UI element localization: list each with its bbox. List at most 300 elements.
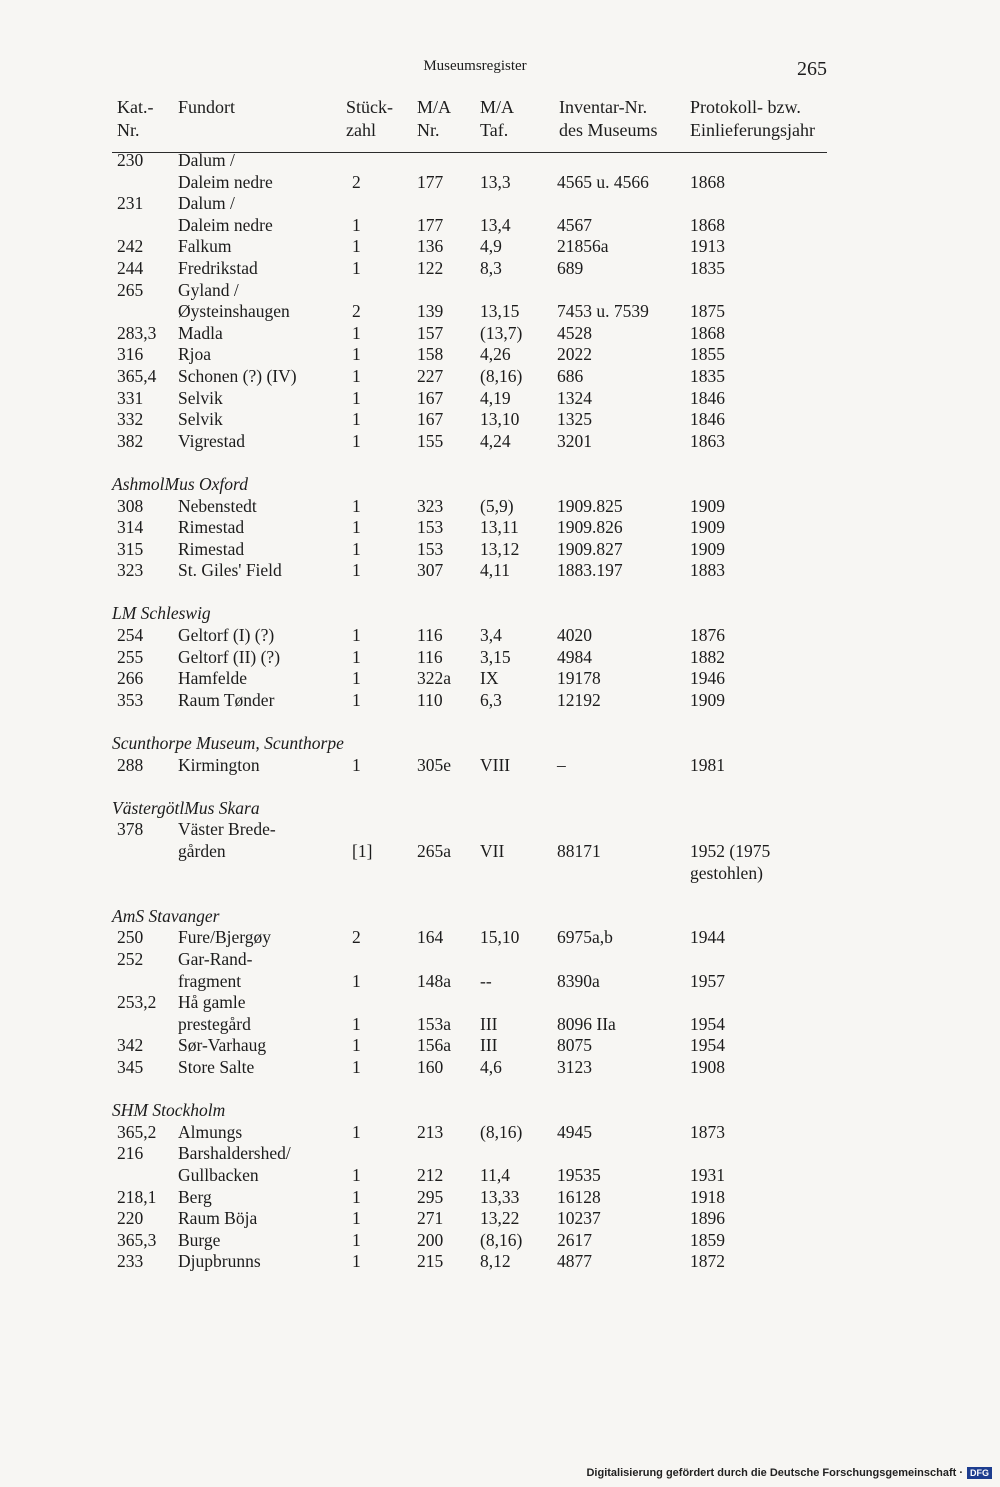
cell-protokoll-jahr: 1868 xyxy=(690,214,725,235)
cell-ma-taf: 13,4 xyxy=(480,214,511,235)
cell-fundort: Väster Brede- xyxy=(178,819,276,840)
cell-fundort: Raum Tønder xyxy=(178,689,275,710)
table-row xyxy=(0,1230,1000,1252)
cell-kat-nr: 216 xyxy=(117,1143,144,1164)
column-header-protokoll xyxy=(690,96,815,142)
cell-fundort: Rimestad xyxy=(178,538,245,559)
cell-inventar-nr: 21856a xyxy=(557,236,609,257)
cell-inventar-nr: 4020 xyxy=(557,625,592,646)
cell-fundort: Fredrikstad xyxy=(178,257,258,278)
cell-inventar-nr: 8075 xyxy=(557,1035,592,1056)
cell-protokoll-jahr: 1954 xyxy=(690,1013,725,1034)
cell-ma-taf: (8,16) xyxy=(480,1229,523,1250)
table-row xyxy=(0,1057,1000,1079)
cell-protokoll-jahr: 1875 xyxy=(690,301,725,322)
cell-stueckzahl: 1 xyxy=(352,214,361,235)
cell-kat-nr: 345 xyxy=(117,1056,144,1077)
cell-fundort: Daleim nedre xyxy=(178,171,273,192)
cell-inventar-nr: 4945 xyxy=(557,1121,592,1142)
cell-stueckzahl: 1 xyxy=(352,365,361,386)
cell-stueckzahl: 1 xyxy=(352,430,361,451)
cell-kat-nr: 254 xyxy=(117,625,144,646)
cell-fundort: Store Salte xyxy=(178,1056,255,1077)
cell-kat-nr: 365,2 xyxy=(117,1121,157,1142)
cell-fundort: Dalum / xyxy=(178,193,235,214)
cell-protokoll-jahr: 1896 xyxy=(690,1208,725,1229)
cell-stueckzahl: 1 xyxy=(352,1208,361,1229)
cell-ma-nr: 323 xyxy=(417,495,444,516)
cell-ma-taf: -- xyxy=(480,970,492,991)
column-header-kat xyxy=(117,96,153,142)
cell-kat-nr: 220 xyxy=(117,1208,144,1229)
table-row xyxy=(0,409,1000,431)
cell-kat-nr: 218,1 xyxy=(117,1186,157,1207)
section-spacer xyxy=(0,776,1000,798)
cell-protokoll-jahr: 1846 xyxy=(690,409,725,430)
cell-fundort: Daleim nedre xyxy=(178,214,273,235)
table-row xyxy=(0,560,1000,582)
cell-protokoll-jahr: 1931 xyxy=(690,1164,725,1185)
cell-inventar-nr: 689 xyxy=(557,257,584,278)
cell-fundort: Vigrestad xyxy=(178,430,245,451)
cell-fundort: Rjoa xyxy=(178,344,212,365)
cell-stueckzahl: 1 xyxy=(352,625,361,646)
cell-fundort: Berg xyxy=(178,1186,212,1207)
cell-kat-nr: 365,3 xyxy=(117,1229,157,1250)
cell-fundort: Selvik xyxy=(178,409,223,430)
cell-ma-taf: VIII xyxy=(480,754,511,775)
cell-inventar-nr: 12192 xyxy=(557,689,601,710)
table-row xyxy=(0,863,1000,885)
cell-fundort: Barshaldershed/ xyxy=(178,1143,291,1164)
cell-ma-nr: 167 xyxy=(417,387,444,408)
cell-protokoll-jahr: 1835 xyxy=(690,257,725,278)
cell-inventar-nr: 1325 xyxy=(557,409,592,430)
table-row xyxy=(0,1143,1000,1165)
cell-inventar-nr: 2022 xyxy=(557,344,592,365)
cell-kat-nr: 315 xyxy=(117,538,144,559)
cell-ma-nr: 158 xyxy=(417,344,444,365)
museum-section-heading xyxy=(0,1100,1000,1122)
cell-kat-nr: 242 xyxy=(117,236,144,257)
cell-kat-nr: 365,4 xyxy=(117,365,157,386)
cell-ma-nr: 157 xyxy=(417,322,444,343)
section-spacer xyxy=(0,1079,1000,1101)
cell-kat-nr: 255 xyxy=(117,646,144,667)
column-header-fundort xyxy=(178,96,235,119)
cell-fundort: Fure/Bjergøy xyxy=(178,927,272,948)
cell-fundort: Rimestad xyxy=(178,517,245,538)
column-header-ma-taf-line2: Taf. xyxy=(480,120,509,140)
cell-protokoll-jahr: 1909 xyxy=(690,517,725,538)
cell-stueckzahl: 2 xyxy=(352,301,361,322)
cell-ma-nr: 160 xyxy=(417,1056,444,1077)
cell-ma-taf: 3,4 xyxy=(480,625,502,646)
cell-kat-nr: 266 xyxy=(117,668,144,689)
cell-stueckzahl: 1 xyxy=(352,409,361,430)
cell-stueckzahl: 1 xyxy=(352,754,361,775)
cell-protokoll-jahr: 1909 xyxy=(690,538,725,559)
museum-section-heading xyxy=(0,733,1000,755)
cell-fundort: Gullbacken xyxy=(178,1164,259,1185)
cell-protokoll-jahr: gestohlen) xyxy=(690,862,763,883)
cell-ma-taf: (13,7) xyxy=(480,322,523,343)
column-header-ma-nr-line1: M/A xyxy=(417,97,452,117)
cell-stueckzahl: 1 xyxy=(352,517,361,538)
cell-fundort: Almungs xyxy=(178,1121,243,1142)
column-header-inventar-line1: Inventar-Nr. xyxy=(559,97,648,117)
cell-ma-taf: (5,9) xyxy=(480,495,514,516)
museum-name: LM Schleswig xyxy=(112,603,211,624)
cell-ma-nr: 177 xyxy=(417,171,444,192)
cell-ma-nr: 265a xyxy=(417,841,452,861)
section-spacer xyxy=(0,884,1000,906)
cell-protokoll-jahr: 1946 xyxy=(690,668,725,689)
column-header-inventar-line2: des Museums xyxy=(559,120,658,140)
cell-inventar-nr: 6975a,b xyxy=(557,927,613,948)
cell-stueckzahl: 1 xyxy=(352,668,361,689)
cell-ma-taf: III xyxy=(480,1013,498,1034)
cell-ma-nr: 153 xyxy=(417,517,444,538)
cell-protokoll-jahr: 1957 xyxy=(690,970,725,991)
cell-inventar-nr: 1883.197 xyxy=(557,560,623,581)
cell-stueckzahl: 1 xyxy=(352,538,361,559)
cell-ma-nr: 177 xyxy=(417,214,444,235)
cell-kat-nr: 342 xyxy=(117,1035,144,1056)
cell-ma-nr: 322a xyxy=(417,668,452,689)
cell-inventar-nr: 4528 xyxy=(557,322,592,343)
cell-fundort: St. Giles' Field xyxy=(178,560,282,581)
table-row xyxy=(0,496,1000,518)
table-row xyxy=(0,150,1000,172)
table-row xyxy=(0,668,1000,690)
museum-register-table xyxy=(0,150,1000,1273)
table-row xyxy=(0,992,1000,1014)
cell-stueckzahl: 1 xyxy=(352,560,361,581)
cell-fundort: Gar-Rand- xyxy=(178,948,253,969)
cell-fundort: Dalum / xyxy=(178,150,235,170)
running-header: Museumsregister xyxy=(423,58,527,74)
cell-inventar-nr: 4567 xyxy=(557,214,592,235)
cell-stueckzahl: 1 xyxy=(352,1013,361,1034)
cell-kat-nr: 265 xyxy=(117,279,144,300)
table-row xyxy=(0,172,1000,194)
cell-ma-taf: 4,9 xyxy=(480,236,502,257)
table-row xyxy=(0,1187,1000,1209)
cell-fundort: Selvik xyxy=(178,387,223,408)
cell-ma-nr: 153 xyxy=(417,538,444,559)
column-header-kat-line2: Nr. xyxy=(117,120,140,140)
cell-ma-nr: 164 xyxy=(417,927,444,948)
cell-inventar-nr: 19178 xyxy=(557,668,601,689)
column-header-stueckzahl-line1: Stück- xyxy=(346,97,393,117)
cell-inventar-nr: 4877 xyxy=(557,1251,592,1272)
table-row xyxy=(0,301,1000,323)
table-row xyxy=(0,431,1000,453)
cell-inventar-nr: 1909.827 xyxy=(557,538,623,559)
cell-kat-nr: 231 xyxy=(117,193,144,214)
table-row xyxy=(0,236,1000,258)
cell-ma-taf: 11,4 xyxy=(480,1164,510,1185)
table-row xyxy=(0,971,1000,993)
section-spacer xyxy=(0,711,1000,733)
cell-stueckzahl: 1 xyxy=(352,236,361,257)
cell-inventar-nr: 88171 xyxy=(557,841,601,861)
table-row xyxy=(0,258,1000,280)
column-header-ma-taf xyxy=(480,96,514,142)
cell-kat-nr: 331 xyxy=(117,387,144,408)
column-header-ma-taf-line1: M/A xyxy=(480,97,515,117)
cell-ma-nr: 136 xyxy=(417,236,444,257)
cell-inventar-nr: – xyxy=(557,754,566,775)
cell-ma-taf: 13,15 xyxy=(480,301,520,322)
column-header-inventar xyxy=(559,96,658,142)
table-row xyxy=(0,517,1000,539)
cell-protokoll-jahr: 1835 xyxy=(690,365,725,386)
cell-kat-nr: 308 xyxy=(117,495,144,516)
cell-ma-taf: (8,16) xyxy=(480,365,523,386)
table-row xyxy=(0,841,1000,863)
cell-ma-taf: 4,11 xyxy=(480,560,510,581)
cell-stueckzahl: 1 xyxy=(352,1056,361,1077)
cell-kat-nr: 250 xyxy=(117,927,144,948)
cell-protokoll-jahr: 1908 xyxy=(690,1056,725,1077)
table-row xyxy=(0,690,1000,712)
cell-ma-taf: 6,3 xyxy=(480,689,502,710)
cell-stueckzahl: [1] xyxy=(352,841,373,861)
table-row xyxy=(0,215,1000,237)
column-header-stueckzahl-line2: zahl xyxy=(346,120,376,140)
cell-ma-taf: 8,12 xyxy=(480,1251,511,1272)
cell-kat-nr: 332 xyxy=(117,409,144,430)
cell-stueckzahl: 2 xyxy=(352,171,361,192)
table-row xyxy=(0,539,1000,561)
cell-stueckzahl: 1 xyxy=(352,970,361,991)
cell-fundort: Madla xyxy=(178,322,223,343)
cell-inventar-nr: 8096 IIa xyxy=(557,1013,616,1034)
cell-kat-nr: 283,3 xyxy=(117,322,157,343)
table-row xyxy=(0,366,1000,388)
cell-fundort: Hå gamle xyxy=(178,992,246,1013)
cell-ma-taf: 8,3 xyxy=(480,257,502,278)
column-header-kat-line1: Kat.- xyxy=(117,97,154,117)
footer-text: Digitalisierung gefördert durch die Deutsche Forschungsgemeinschaft · xyxy=(586,1467,963,1479)
cell-ma-taf: 13,22 xyxy=(480,1208,520,1229)
cell-kat-nr: 353 xyxy=(117,689,144,710)
cell-ma-taf: 3,15 xyxy=(480,646,511,667)
cell-stueckzahl: 1 xyxy=(352,344,361,365)
cell-protokoll-jahr: 1944 xyxy=(690,927,725,948)
cell-stueckzahl: 1 xyxy=(352,646,361,667)
cell-protokoll-jahr: 1909 xyxy=(690,689,725,710)
cell-ma-nr: 155 xyxy=(417,430,444,451)
cell-ma-nr: 227 xyxy=(417,365,444,386)
table-row xyxy=(0,1251,1000,1273)
cell-protokoll-jahr: 1859 xyxy=(690,1229,725,1250)
cell-ma-taf: 4,24 xyxy=(480,430,511,451)
table-row xyxy=(0,193,1000,215)
cell-ma-taf: 13,11 xyxy=(480,517,519,538)
cell-protokoll-jahr: 1918 xyxy=(690,1186,725,1207)
cell-kat-nr: 252 xyxy=(117,948,144,969)
cell-ma-nr: 110 xyxy=(417,689,443,710)
table-row xyxy=(0,819,1000,841)
table-row xyxy=(0,1165,1000,1187)
cell-stueckzahl: 1 xyxy=(352,689,361,710)
cell-kat-nr: 382 xyxy=(117,430,144,451)
museum-section-heading xyxy=(0,906,1000,928)
cell-fundort: Gyland / xyxy=(178,279,239,300)
cell-ma-nr: 167 xyxy=(417,409,444,430)
museum-section-heading xyxy=(0,474,1000,496)
cell-protokoll-jahr: 1868 xyxy=(690,171,725,192)
table-row xyxy=(0,280,1000,302)
museum-section-heading xyxy=(0,603,1000,625)
column-header-ma-nr-line2: Nr. xyxy=(417,120,440,140)
cell-inventar-nr: 686 xyxy=(557,365,584,386)
cell-inventar-nr: 16128 xyxy=(557,1186,601,1207)
museum-name: AshmolMus Oxford xyxy=(112,473,248,494)
cell-fundort: Hamfelde xyxy=(178,668,247,689)
table-row xyxy=(0,625,1000,647)
cell-ma-nr: 305e xyxy=(417,754,452,775)
cell-kat-nr: 253,2 xyxy=(117,992,157,1013)
cell-inventar-nr: 19535 xyxy=(557,1164,601,1185)
cell-kat-nr: 323 xyxy=(117,560,144,581)
cell-fundort: Falkum xyxy=(178,236,232,257)
cell-ma-nr: 307 xyxy=(417,560,444,581)
cell-protokoll-jahr: 1876 xyxy=(690,625,725,646)
cell-ma-nr: 200 xyxy=(417,1229,444,1250)
cell-inventar-nr: 10237 xyxy=(557,1208,601,1229)
table-row xyxy=(0,344,1000,366)
cell-protokoll-jahr: 1863 xyxy=(690,430,725,451)
cell-stueckzahl: 1 xyxy=(352,322,361,343)
column-header-protokoll-line2: Einlieferungsjahr xyxy=(690,120,815,140)
cell-kat-nr: 316 xyxy=(117,344,144,365)
cell-ma-nr: 213 xyxy=(417,1121,444,1142)
cell-fundort: Burge xyxy=(178,1229,221,1250)
museum-name: VästergötlMus Skara xyxy=(112,797,260,818)
cell-inventar-nr: 3201 xyxy=(557,430,592,451)
cell-ma-taf: 4,6 xyxy=(480,1056,502,1077)
page-number: 265 xyxy=(797,58,827,80)
cell-stueckzahl: 1 xyxy=(352,1164,361,1185)
cell-fundort: Raum Böja xyxy=(178,1208,258,1229)
museum-section-heading xyxy=(0,798,1000,820)
table-row xyxy=(0,755,1000,777)
cell-protokoll-jahr: 1909 xyxy=(690,495,725,516)
cell-fundort: Øysteinshaugen xyxy=(178,301,290,322)
cell-ma-nr: 156a xyxy=(417,1035,452,1056)
table-row xyxy=(0,1122,1000,1144)
cell-ma-nr: 295 xyxy=(417,1186,444,1207)
cell-fundort: Schonen (?) (IV) xyxy=(178,365,297,386)
cell-ma-taf: 4,19 xyxy=(480,387,511,408)
cell-kat-nr: 288 xyxy=(117,754,144,775)
cell-ma-nr: 148a xyxy=(417,970,452,991)
cell-fundort: fragment xyxy=(178,970,242,991)
museum-name: SHM Stockholm xyxy=(112,1100,226,1121)
cell-protokoll-jahr: 1882 xyxy=(690,646,725,667)
cell-protokoll-jahr: 1873 xyxy=(690,1121,725,1142)
table-row xyxy=(0,647,1000,669)
cell-ma-taf: 15,10 xyxy=(480,927,520,948)
cell-ma-taf: III xyxy=(480,1035,498,1056)
column-header-stueckzahl xyxy=(346,96,393,142)
cell-kat-nr: 314 xyxy=(117,517,144,538)
column-header-fundort-line1: Fundort xyxy=(178,97,236,117)
cell-inventar-nr: 8390a xyxy=(557,970,600,991)
cell-ma-taf: 4,26 xyxy=(480,344,511,365)
cell-protokoll-jahr: 1913 xyxy=(690,236,725,257)
cell-stueckzahl: 1 xyxy=(352,1121,361,1142)
cell-stueckzahl: 1 xyxy=(352,1035,361,1056)
cell-ma-nr: 116 xyxy=(417,625,443,646)
cell-ma-nr: 271 xyxy=(417,1208,444,1229)
table-row xyxy=(0,1014,1000,1036)
cell-protokoll-jahr: 1868 xyxy=(690,322,725,343)
funding-footer xyxy=(586,1467,992,1479)
cell-protokoll-jahr: 1846 xyxy=(690,387,725,408)
cell-inventar-nr: 1324 xyxy=(557,387,592,408)
cell-kat-nr: 378 xyxy=(117,819,144,840)
cell-fundort: Nebenstedt xyxy=(178,495,257,516)
cell-stueckzahl: 1 xyxy=(352,1186,361,1207)
cell-stueckzahl: 1 xyxy=(352,1251,361,1272)
cell-ma-nr: 215 xyxy=(417,1251,444,1272)
cell-protokoll-jahr: 1872 xyxy=(690,1251,725,1272)
column-header-ma-nr xyxy=(417,96,451,142)
cell-fundort: gården xyxy=(178,841,226,861)
cell-ma-taf: 13,12 xyxy=(480,538,520,559)
table-row xyxy=(0,388,1000,410)
cell-inventar-nr: 3123 xyxy=(557,1056,592,1077)
cell-fundort: prestegård xyxy=(178,1013,251,1034)
cell-ma-taf: 13,10 xyxy=(480,409,520,430)
cell-inventar-nr: 1909.825 xyxy=(557,495,623,516)
section-spacer xyxy=(0,452,1000,474)
table-row xyxy=(0,1208,1000,1230)
cell-ma-nr: 139 xyxy=(417,301,444,322)
cell-inventar-nr: 1909.826 xyxy=(557,517,623,538)
cell-fundort: Geltorf (II) (?) xyxy=(178,646,281,667)
cell-ma-nr: 212 xyxy=(417,1164,444,1185)
table-row xyxy=(0,949,1000,971)
section-spacer xyxy=(0,582,1000,604)
cell-kat-nr: 244 xyxy=(117,257,144,278)
cell-protokoll-jahr: 1952 (1975 xyxy=(690,841,771,861)
cell-ma-taf: VII xyxy=(480,841,505,861)
cell-ma-taf: 13,33 xyxy=(480,1186,520,1207)
cell-stueckzahl: 2 xyxy=(352,927,361,948)
cell-stueckzahl: 1 xyxy=(352,495,361,516)
dfg-logo: DFG xyxy=(967,1467,992,1479)
cell-ma-nr: 116 xyxy=(417,646,443,667)
column-header-protokoll-line1: Protokoll- bzw. xyxy=(690,97,801,117)
table-row xyxy=(0,323,1000,345)
cell-ma-taf: IX xyxy=(480,668,499,689)
museum-name: AmS Stavanger xyxy=(112,905,220,926)
table-row xyxy=(0,927,1000,949)
cell-ma-taf: 13,3 xyxy=(480,171,511,192)
cell-fundort: Djupbrunns xyxy=(178,1251,261,1272)
museum-name: Scunthorpe Museum, Scunthorpe xyxy=(112,733,344,754)
cell-fundort: Kirmington xyxy=(178,754,260,775)
cell-kat-nr: 230 xyxy=(117,150,144,170)
cell-inventar-nr: 7453 u. 7539 xyxy=(557,301,649,322)
cell-ma-nr: 153a xyxy=(417,1013,452,1034)
